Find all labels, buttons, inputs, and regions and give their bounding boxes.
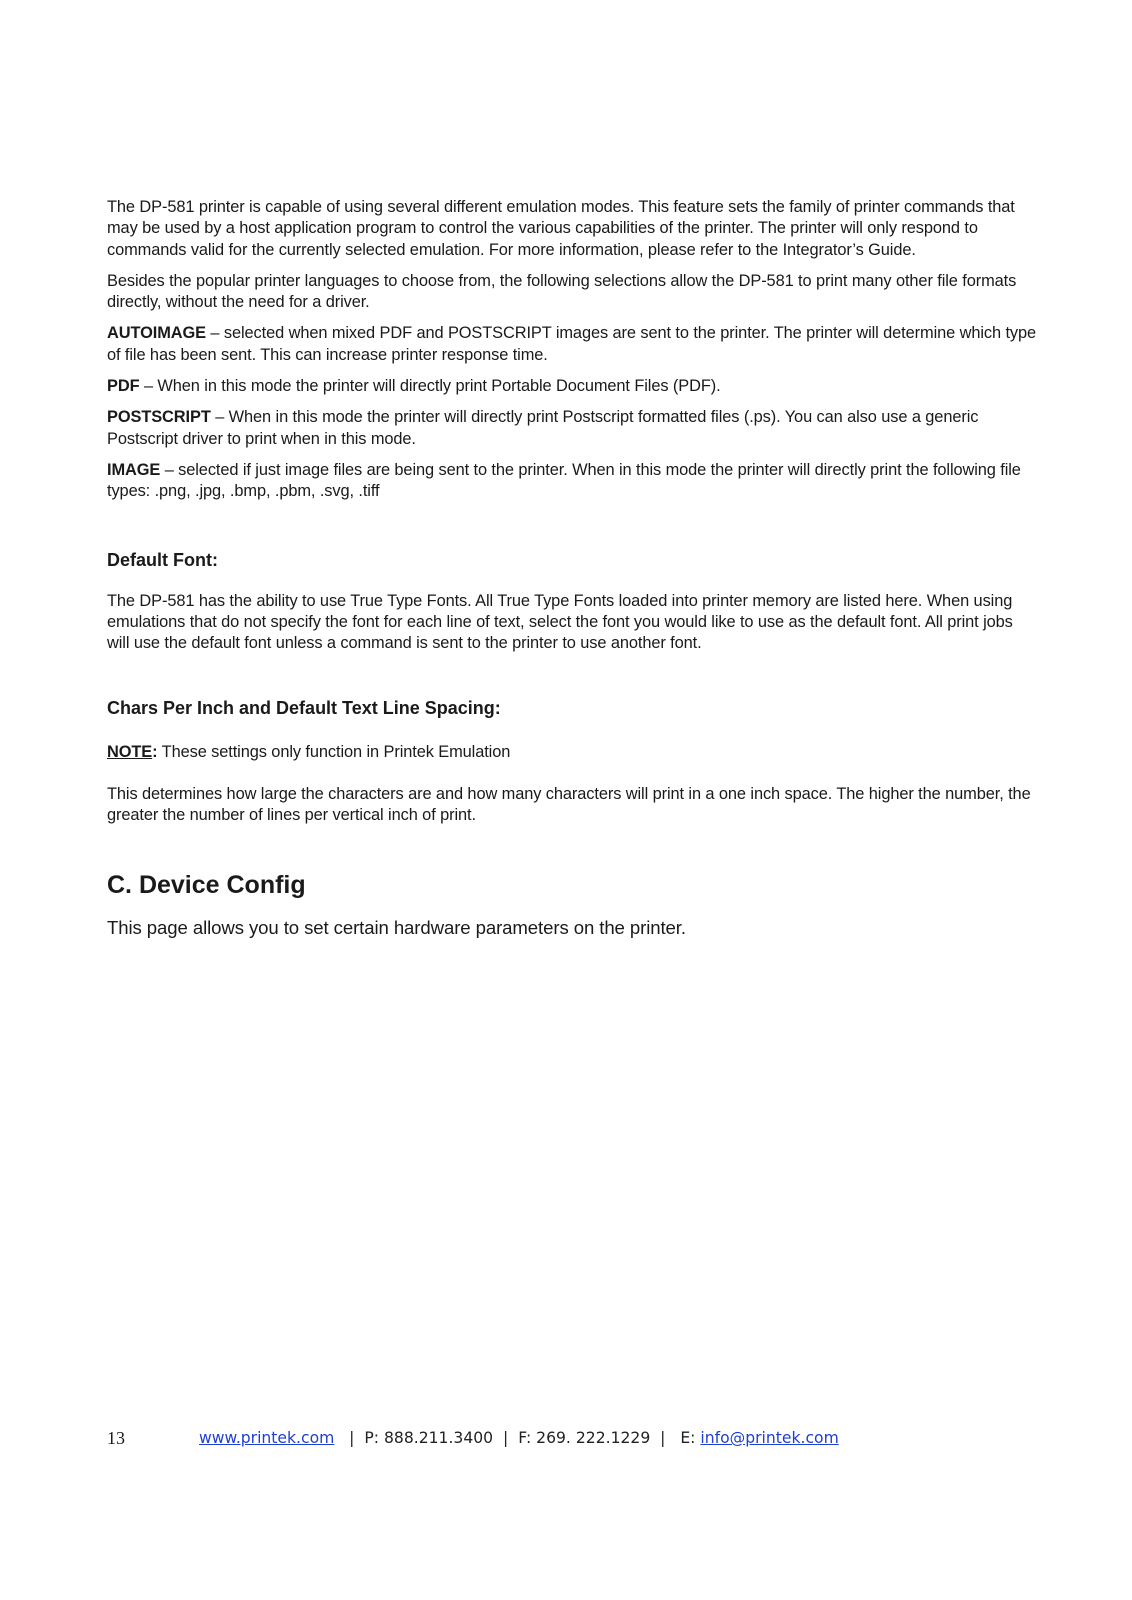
mode-postscript	[107, 407, 1037, 450]
fax-number: F: 269. 222.1229	[518, 1429, 651, 1447]
mode-pdf	[107, 376, 1037, 397]
footer-contact: www.printek.com | P: 888.211.3400 | F: 269. 222.1229 | E: info@printek.com	[199, 1429, 839, 1447]
device-config-paragraph: This page allows you to set certain hardware parameters on the printer.	[107, 917, 686, 939]
page-footer	[107, 1426, 1007, 1450]
intro-paragraph: The DP-581 printer is capable of using several different emulation modes. This feature sets the family of printer commands that may be used by a host application program to control the various capabilities of the printer. The printer will only respond to commands valid for the currently selected emulation. For more information, please refer to the Integrator’s Guide.	[107, 198, 1015, 259]
mode-autoimage	[107, 323, 1037, 366]
mode-description: – When in this mode the printer will directly print Postscript formatted files (.ps). You can also use a generic Postscript driver to print when in this mode.	[107, 408, 979, 448]
default-font-heading: Default Font:	[107, 549, 218, 570]
phone-number: P: 888.211.3400	[364, 1429, 494, 1447]
device-config-heading: C. Device Config	[107, 871, 306, 900]
default-font-paragraph: The DP-581 has the ability to use True Type Fonts. All True Type Fonts loaded into printer memory are listed here. When using emulations that do not specify the font for each line of text, select the font you would like to use as the default font. All print jobs will use the default font unless a command is sent to the printer to use another font.	[107, 591, 1013, 653]
document-body	[107, 197, 1037, 940]
mode-keyword: PDF	[107, 377, 140, 396]
website-link[interactable]: www.printek.com	[199, 1429, 335, 1447]
note-line	[107, 742, 1037, 763]
mode-keyword: IMAGE	[107, 460, 161, 479]
mode-description: – selected if just image files are being sent to the printer. When in this mode the printer will directly print the following file types: .png, .jpg, .bmp, .pbm, .svg, .tiff	[107, 460, 1021, 501]
chars-per-inch-paragraph: This determines how large the characters are and how many characters will print in a one inch space. The higher the number, the greater the number of lines per vertical inch of print.	[107, 784, 1031, 825]
intro-paragraph: Besides the popular printer languages to choose from, the following selections allow the DP-581 to print many other file formats directly, without the need for a driver.	[107, 271, 1017, 312]
email-link[interactable]: info@printek.com	[700, 1429, 839, 1447]
mode-description: – selected when mixed PDF and POSTSCRIPT images are sent to the printer. The printer will determine which type of file has been sent. This can increase printer response time.	[107, 324, 1037, 364]
note-text: These settings only function in Printek Emulation	[157, 743, 511, 762]
mode-image	[107, 460, 1037, 503]
page-number: 13	[107, 1428, 125, 1448]
mode-keyword: AUTOIMAGE	[107, 324, 206, 343]
mode-description: – When in this mode the printer will directly print Portable Document Files (PDF).	[139, 377, 721, 396]
chars-per-inch-heading: Chars Per Inch and Default Text Line Spacing:	[107, 698, 501, 719]
note-label: NOTE:	[107, 743, 158, 762]
mode-keyword: POSTSCRIPT	[107, 408, 211, 427]
